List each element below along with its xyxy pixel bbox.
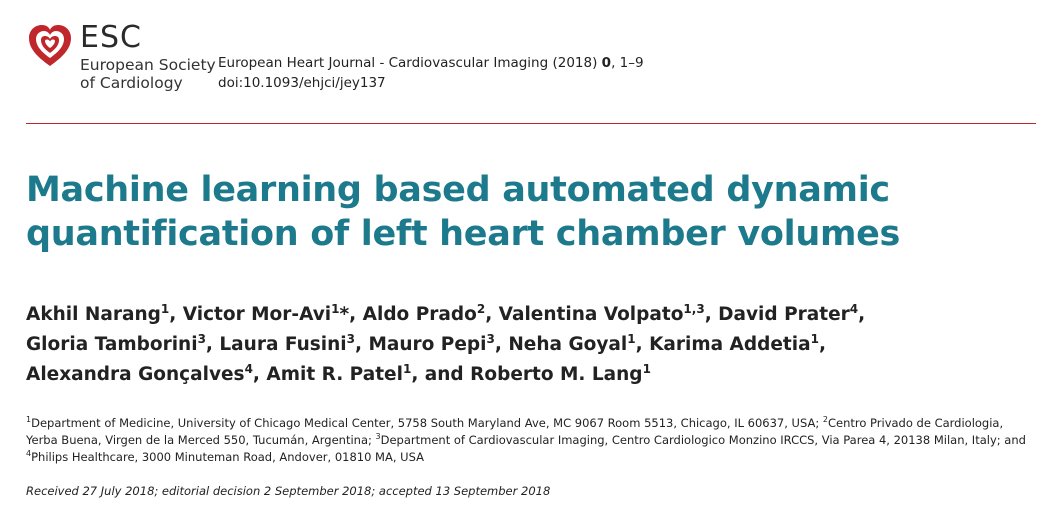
header-divider	[26, 123, 1036, 124]
author-separator: ,	[355, 334, 369, 355]
journal-volume: 0	[601, 55, 612, 71]
author-name: Neha Goyal	[508, 334, 628, 355]
author-line-2	[26, 330, 1036, 360]
author-affiliation-marker: 3	[486, 332, 495, 346]
author-name: Amit R. Patel	[266, 364, 403, 385]
author-affiliation-marker: 1	[642, 362, 651, 376]
logo-name-line2: of Cardiology	[80, 74, 183, 92]
author-affiliation-marker: 4	[849, 302, 859, 316]
affiliation-text: Department of Medicine, University of Chicago Medical Center, 5758 South Maryland Ave, MC 9067 Room 5513, Chicago, IL 60637, USA;	[31, 416, 823, 430]
logo-acronym: ESC	[80, 20, 142, 55]
author-separator: ,	[252, 364, 267, 385]
author-name: Gloria Tamborini	[26, 334, 198, 355]
author-affiliation-marker: 4	[244, 362, 253, 376]
author-separator: ,	[818, 334, 826, 355]
affiliations	[26, 415, 1036, 466]
journal-citation	[218, 53, 644, 93]
author-affiliation-marker: 1	[402, 362, 412, 376]
affiliation-marker: 1	[26, 415, 32, 424]
author-line-1	[26, 300, 1036, 330]
journal-pages: , 1–9	[611, 55, 644, 71]
author-affiliation-marker: 3	[346, 332, 355, 346]
author-line-3	[26, 360, 1036, 390]
author-affiliation-marker: 1,3	[683, 302, 705, 316]
author-separator: ,	[169, 304, 183, 325]
title-line-2: quantification of left heart chamber volumes	[26, 214, 901, 254]
journal-header	[26, 20, 1036, 120]
author-separator: ,	[635, 334, 650, 355]
affiliation-text: Department of Cardiovascular Imaging, Centro Cardiologico Monzino IRCCS, Via Parea 4, 20138 Milan, Italy; and	[380, 433, 1026, 447]
article-dates: Received 27 July 2018; editorial decision 2 September 2018; accepted 13 September 2018	[26, 484, 551, 498]
affiliation-marker: 2	[822, 415, 828, 424]
author-affiliation-marker: 1	[331, 302, 340, 316]
author-name: Mauro Pepi	[368, 334, 487, 355]
author-separator: , and	[411, 364, 471, 385]
author-separator: ,	[704, 304, 719, 325]
affiliation-text: Centro Privado de Cardiologia, Yerba Buena, Virgen de la Merced 550, Tucumán, Argentina;	[26, 416, 1004, 447]
title-line-1: Machine learning based automated dynamic	[26, 170, 890, 210]
author-name: David Prater	[718, 304, 850, 325]
author-name: Akhil Narang	[26, 304, 161, 325]
esc-heart-logo-icon	[26, 22, 74, 70]
logo-name-line1: European Society	[80, 56, 216, 74]
author-name: Karima Addetia	[649, 334, 811, 355]
author-separator: ,	[494, 334, 509, 355]
author-list	[26, 300, 1036, 390]
author-name: Aldo Prado	[362, 304, 477, 325]
author-name: Laura Fusini	[219, 334, 347, 355]
author-separator: ,	[205, 334, 220, 355]
journal-doi: doi:10.1093/ehjci/jey137	[218, 75, 386, 91]
journal-name: European Heart Journal - Cardiovascular Imaging (2018)	[218, 55, 602, 71]
author-name: Alexandra Gonçalves	[26, 364, 245, 385]
affiliation-text: Philips Healthcare, 3000 Minuteman Road, Andover, 01810 MA, USA	[31, 450, 424, 464]
author-affiliation-marker: 1	[627, 332, 636, 346]
author-affiliation-marker: 1	[160, 302, 170, 316]
affiliation-marker: 3	[375, 432, 381, 441]
article-title	[26, 168, 1026, 256]
author-name: Roberto M. Lang	[470, 364, 643, 385]
author-affiliation-marker: 3	[197, 332, 206, 346]
author-affiliation-marker: 2	[476, 302, 486, 316]
author-separator: *,	[339, 304, 363, 325]
author-affiliation-marker: 1	[810, 332, 819, 346]
author-name: Victor Mor-Avi	[182, 304, 332, 325]
esc-logo-text	[80, 20, 216, 92]
author-name: Valentina Volpato	[498, 304, 684, 325]
affiliation-marker: 4	[26, 449, 32, 458]
author-separator: ,	[858, 304, 866, 325]
author-separator: ,	[485, 304, 499, 325]
